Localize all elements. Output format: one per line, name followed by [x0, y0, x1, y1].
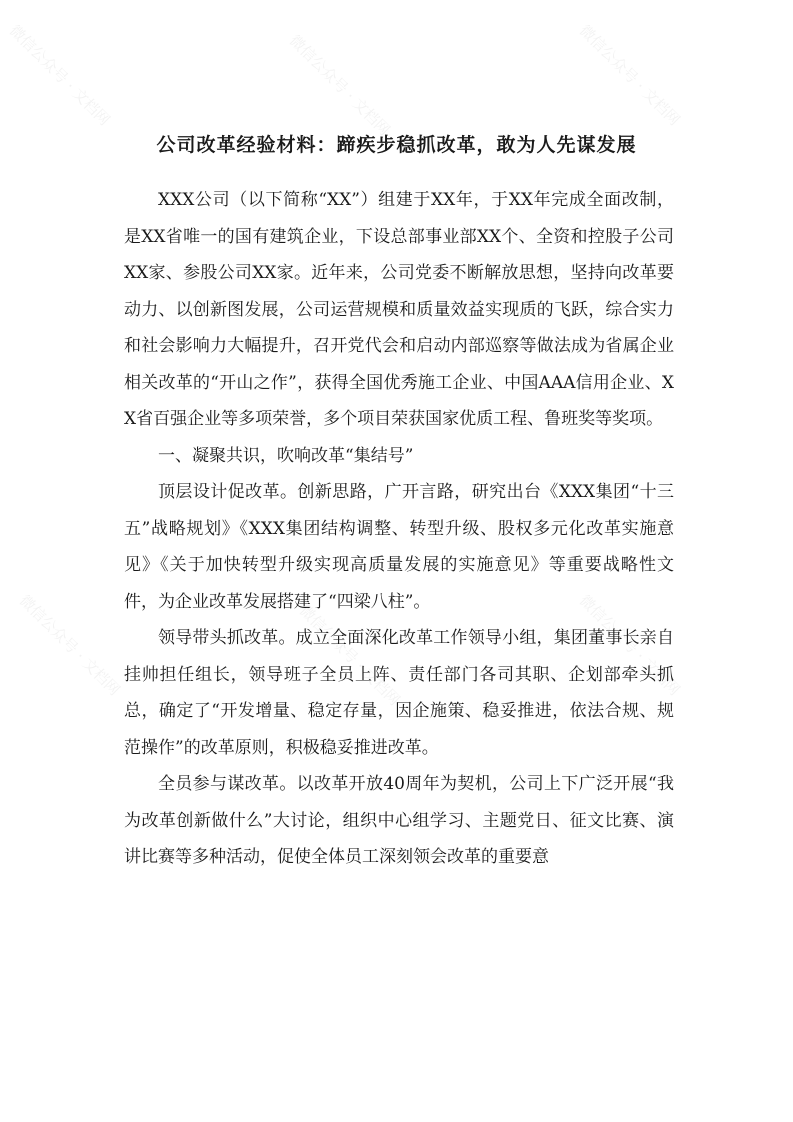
paragraph-top-design: 顶层设计促改革。创新思路，广开言路，研究出台《XXX集团“十三五”战略规划》《XXX集团结构调整、转型升级、股权多元化改革实施意见》《关于加快转型升级实现高质量发展的实施意见》等重要战略性文件，为企业改革发展搭建了“四梁八柱”。 — [124, 482, 674, 612]
watermark-text: 微信公众号 · 文档网 — [575, 21, 684, 130]
watermark-text: 微信公众号 · 文档网 — [575, 591, 684, 700]
watermark-text: 微信公众号 · 文档网 — [295, 601, 404, 710]
watermark-text: 微信公众号 · 文档网 — [285, 31, 394, 140]
watermark-text: 微信公众号 · 文档网 — [5, 21, 114, 130]
document-body — [124, 182, 674, 876]
paragraph-leadership: 领导带头抓改革。成立全面深化改革工作领导小组，集团董事长亲自挂帅担任组长，领导班子全员上阵、责任部门各司其职、企划部牵头抓总，确定了“开发增量、稳定存量，因企施策、稳妥推进，依法合规、规范操作”的改革原则，积极稳妥推进改革。 — [124, 628, 674, 758]
intro-paragraph: XXX公司（以下简称“XX”）组建于XX年，于XX年完成全面改制，是XX省唯一的国有建筑企业，下设总部事业部XX个、全资和控股子公司XX家、参股公司XX家。近年来，公司党委不断解放思想，坚持向改革要动力、以创新图发展，公司运营规模和质量效益实现质的飞跃，综合实力和社会影响力大幅提升，召开党代会和启动内部巡察等做法成为省属企业相关改革的“开山之作”，获得全国优秀施工企业、中国AAA信用企业、XX省百强企业等多项荣誉，多个项目荣获国家优质工程、鲁班奖等奖项。 — [124, 190, 674, 429]
section-heading: 一、凝聚共识，吹响改革“集结号” — [158, 445, 414, 466]
page-title: 公司改革经验材料：蹄疾步稳抓改革，敢为人先谋发展 — [156, 134, 637, 156]
paragraph-all-staff: 全员参与谋改革。以改革开放40周年为契机，公司上下广泛开展“我为改革创新做什么”大讨论，组织中心组学习、主题党日、征文比赛、演讲比赛等多种活动，促使全体员工深刻领会改革的重要意 — [124, 774, 674, 867]
watermark-text: 微信公众号 · 文档网 — [15, 591, 124, 700]
